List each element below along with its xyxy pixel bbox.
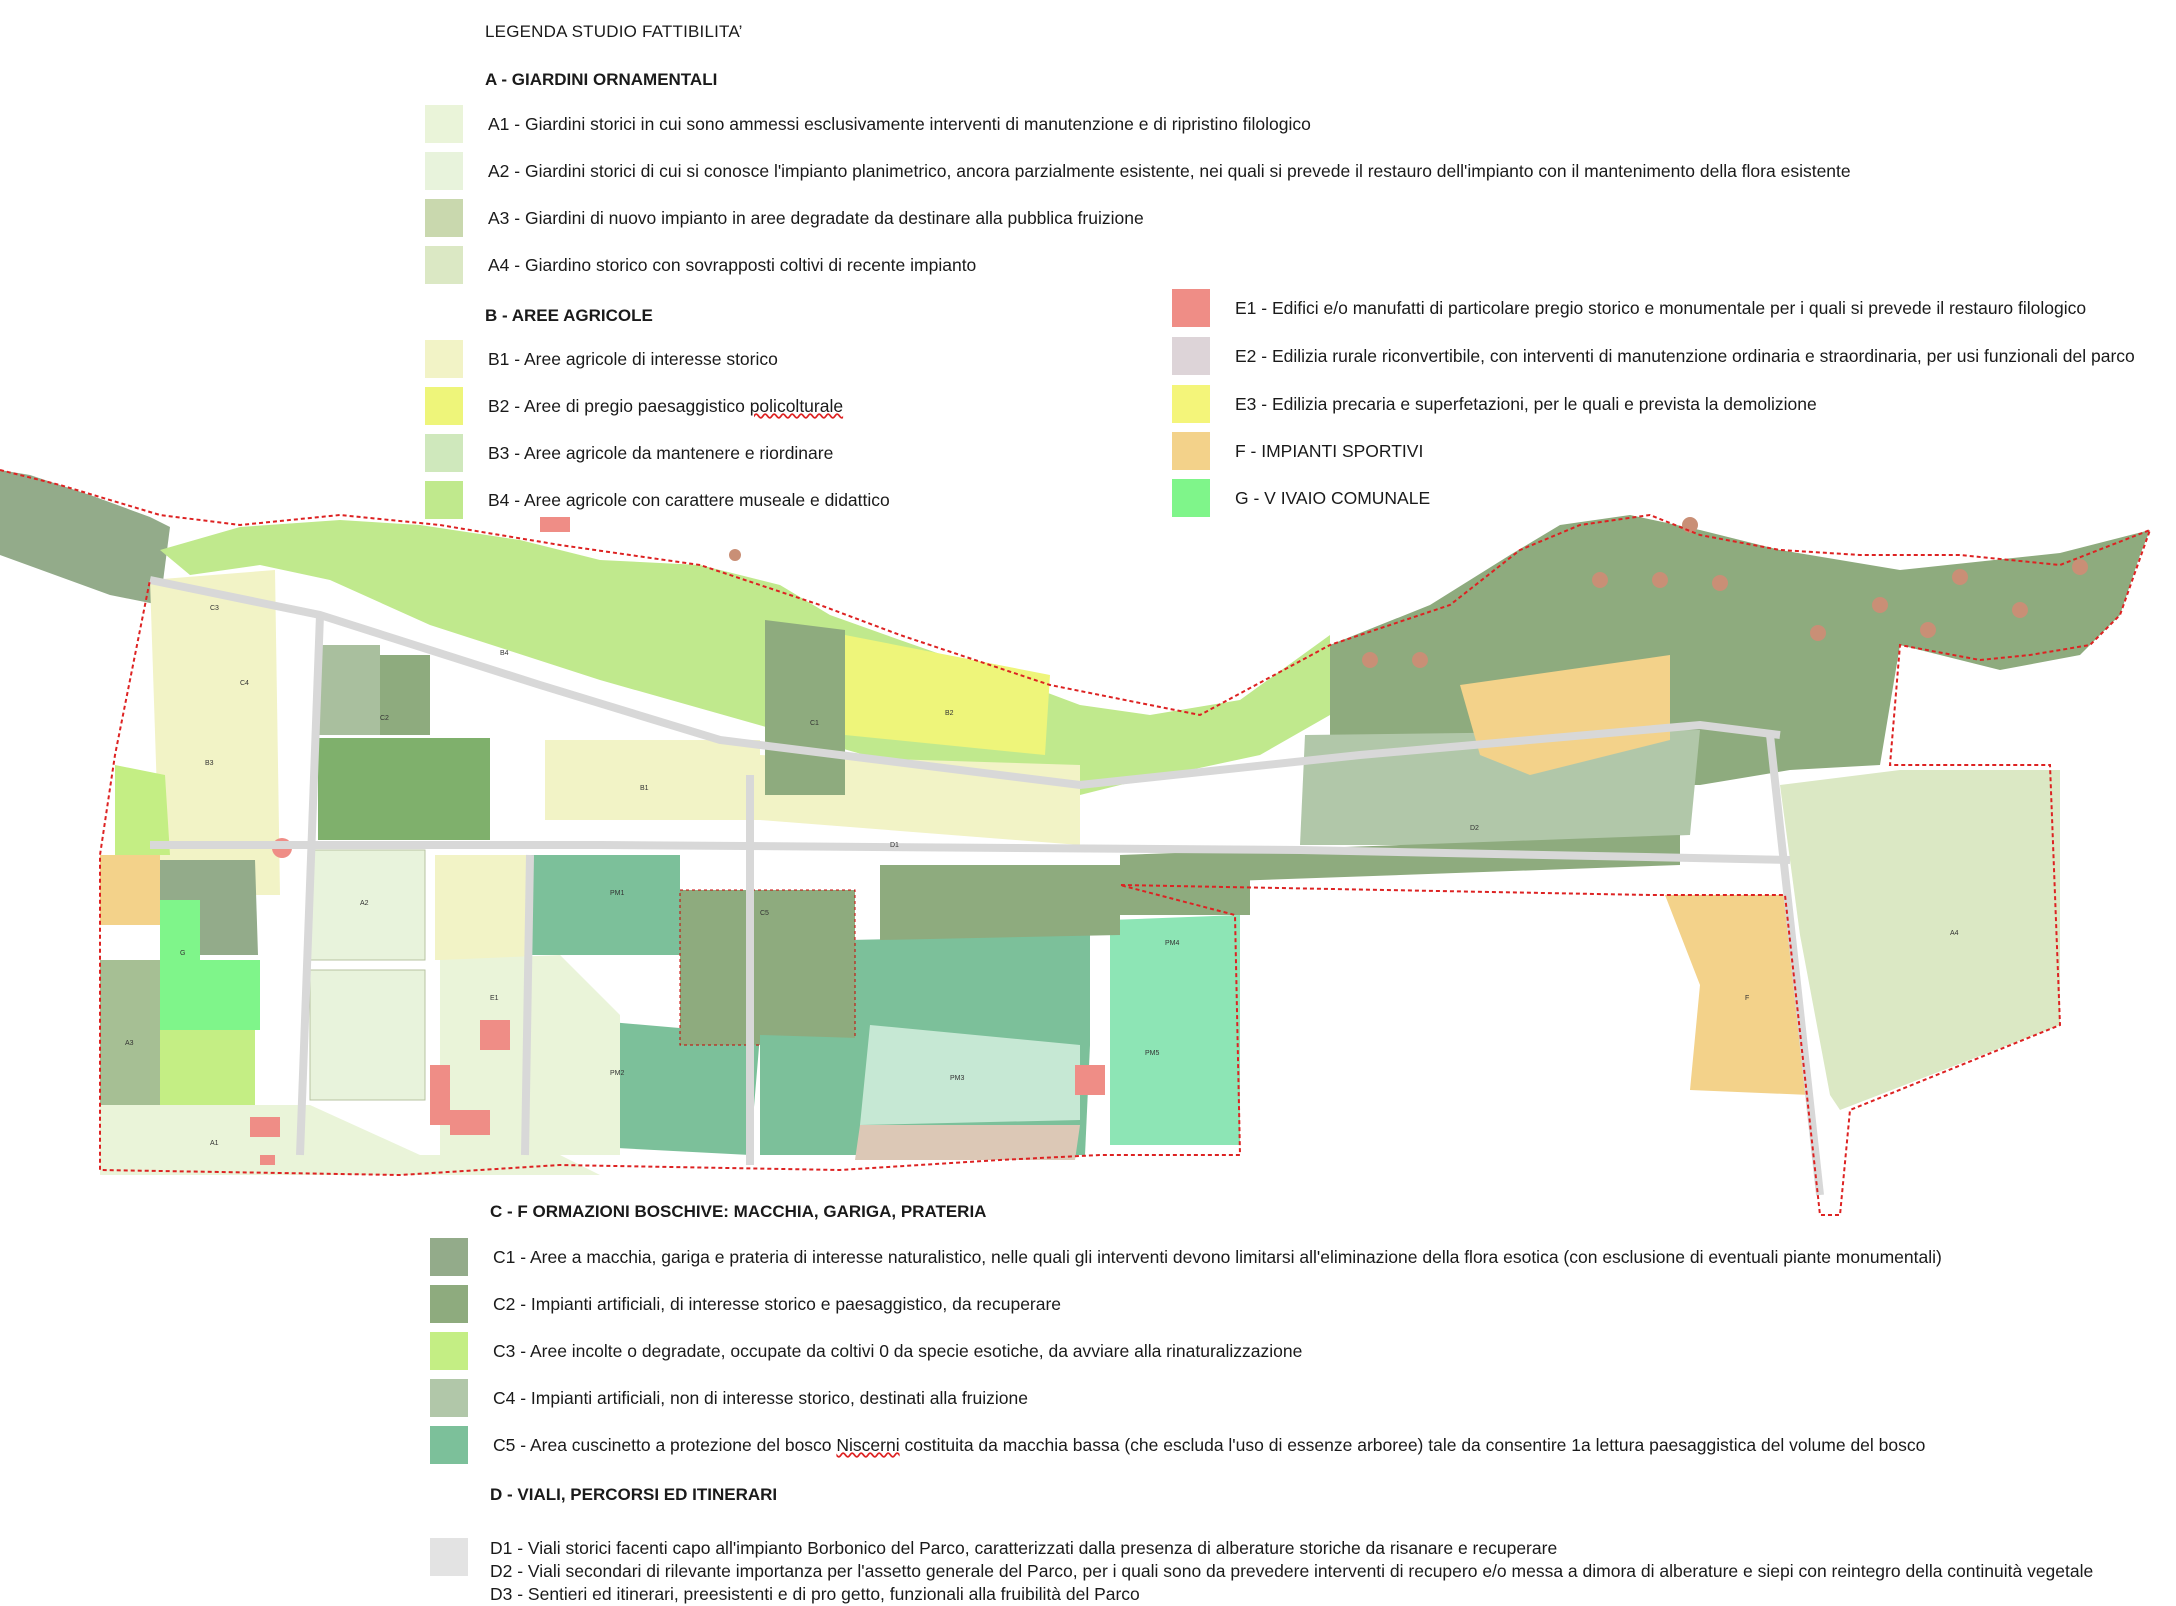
legend-label-a4: A4 - Giardino storico con sovrapposti coltivi di recente impianto xyxy=(488,254,977,275)
zone-c1-right-2 xyxy=(1120,865,1250,915)
map-label: PM4 xyxy=(1165,940,1180,947)
map-label: B1 xyxy=(640,785,649,792)
map-label: PM2 xyxy=(610,1070,625,1077)
swatch-a4 xyxy=(425,246,463,284)
map-label: B2 xyxy=(945,710,954,717)
legend-label-a1: A1 - Giardini storici in cui sono ammessi esclusivamente interventi di manutenzione e di ripristino filologico xyxy=(488,113,1311,134)
map-label: C4 xyxy=(240,680,249,687)
map-label: B4 xyxy=(500,650,509,657)
legend-label-d3: D3 - Sentieri ed itinerari, preesistenti e di pro getto, funzionali alla fruibilità del Parco xyxy=(490,1584,1140,1604)
zone-e2-strip xyxy=(855,1125,1080,1160)
zone-a3-west xyxy=(100,960,160,1105)
map-label: PM5 xyxy=(1145,1050,1160,1057)
legend-item-e3 xyxy=(1172,385,1817,423)
legend-d-lines xyxy=(490,1537,2093,1606)
swatch-b1 xyxy=(425,340,463,378)
swatch-c2 xyxy=(430,1285,468,1323)
swatch-a1 xyxy=(425,105,463,143)
legend-item-c4 xyxy=(430,1379,1028,1417)
legend-label-c5: C5 - Area cuscinetto a protezione del bosco Niscerni costituita da macchia bassa (che escluda l'uso di essenze arboree) tale da consentire 1a lettura paesaggistica del volume del bosco xyxy=(493,1434,1926,1455)
legend-label-b4: B4 - Aree agricole con carattere museale e didattico xyxy=(488,489,890,510)
legend-item-b1 xyxy=(425,340,778,378)
legend-item-a1 xyxy=(425,105,1311,143)
map-label: G xyxy=(180,950,186,957)
legend-item-a3 xyxy=(425,199,1144,237)
swatch-d xyxy=(430,1538,468,1576)
zone-b1-small xyxy=(435,855,530,960)
map-label: F xyxy=(1745,995,1750,1002)
zone-c5-far xyxy=(1110,915,1240,1145)
legend-item-c3 xyxy=(430,1332,1302,1370)
legend-item-a2 xyxy=(425,152,1851,190)
zone-b2 xyxy=(845,635,1050,755)
zone-c1-right xyxy=(880,865,1120,940)
swatch-c4 xyxy=(430,1379,468,1417)
legend-label-e1: E1 - Edifici e/o manufatti di particolare pregio storico e monumentale per i quali si prevede il restauro filologico xyxy=(1235,297,2087,318)
zone-a4-east xyxy=(1780,770,2060,1110)
swatch-b2 xyxy=(425,387,463,425)
legend-label-d1: D1 - Viali storici facenti capo all'impianto Borbonico del Parco, caratterizzati dalla presenza di alberature storiche da risanare e recuperare xyxy=(490,1538,1558,1558)
map-label: C1 xyxy=(810,720,819,727)
legend-item-c5 xyxy=(430,1426,1925,1464)
zone-f-west xyxy=(100,855,160,925)
legend-item-c2 xyxy=(430,1285,1061,1323)
zone-c1-block xyxy=(765,620,845,795)
map-label: B3 xyxy=(205,760,214,767)
section-c-heading: C - F ORMAZIONI BOSCHIVE: MACCHIA, GARIGA, PRATERIA xyxy=(490,1202,987,1221)
swatch-c5 xyxy=(430,1426,468,1464)
legend-title: LEGENDA STUDIO FATTIBILITA’ xyxy=(485,22,743,41)
legend-item-b2 xyxy=(425,387,843,425)
zone-a2-garden-2 xyxy=(310,970,425,1100)
map-label: D2 xyxy=(1470,825,1479,832)
swatch-a2 xyxy=(425,152,463,190)
map-label: C3 xyxy=(210,605,219,612)
section-a-heading: A - GIARDINI ORNAMENTALI xyxy=(485,70,718,89)
swatch-e3 xyxy=(1172,385,1210,423)
legend-label-a3: A3 - Giardini di nuovo impianto in aree degradate da destinare alla pubblica fruizione xyxy=(488,207,1144,228)
map-label: A3 xyxy=(125,1040,134,1047)
zone-c2-centre xyxy=(318,738,490,840)
swatch-e1 xyxy=(1172,289,1210,327)
legend-label-b2: B2 - Aree di pregio paesaggistico policolturale xyxy=(488,395,844,416)
park-map xyxy=(0,455,2176,1225)
legend-item-e1 xyxy=(1172,289,2086,327)
map-label: A4 xyxy=(1950,930,1959,937)
map-label: PM3 xyxy=(950,1075,965,1082)
legend-label-c4: C4 - Impianti artificiali, non di interesse storico, destinati alla fruizione xyxy=(493,1387,1028,1408)
swatch-a3 xyxy=(425,199,463,237)
legend-label-b3: B3 - Aree agricole da mantenere e riordinare xyxy=(488,442,834,463)
legend-label-b1: B1 - Aree agricole di interesse storico xyxy=(488,348,778,369)
map-label: A1 xyxy=(210,1140,219,1147)
zone-c2-north xyxy=(380,655,430,735)
legend-label-c2: C2 - Impianti artificiali, di interesse storico e paesaggistico, da recuperare xyxy=(493,1293,1062,1314)
legend-label-e3: E3 - Edilizia precaria e superfetazioni, per le quali e prevista la demolizione xyxy=(1235,393,1817,414)
zone-c5-north xyxy=(530,855,680,955)
legend-label-c3: C3 - Aree incolte o degradate, occupate da coltivi 0 da specie esotiche, da avviare alla rinaturalizzazione xyxy=(493,1340,1303,1361)
swatch-c3 xyxy=(430,1332,468,1370)
section-b-heading: B - AREE AGRICOLE xyxy=(485,306,653,325)
legend-label-g: G - V IVAIO COMUNALE xyxy=(1235,487,1431,508)
map-label: C5 xyxy=(760,910,769,917)
zone-c1-west xyxy=(0,470,170,605)
swatch-c1 xyxy=(430,1238,468,1276)
map-label: E1 xyxy=(490,995,499,1002)
zone-c1-centre xyxy=(318,645,380,735)
legend-item-a4 xyxy=(425,246,976,284)
map-label: PM1 xyxy=(610,890,625,897)
legend-item-e2 xyxy=(1172,337,2135,375)
zone-b1-centre xyxy=(545,740,760,820)
map-label: D1 xyxy=(890,842,899,849)
swatch-e2 xyxy=(1172,337,1210,375)
map-label: C2 xyxy=(380,715,389,722)
legend-label-d2: D2 - Viali secondari di rilevante importanza per l'assetto generale del Parco, per i quali sono da prevedere interventi di recupero e/o messa a dimora di alberature e siepi con reintegro della continuità vegetale xyxy=(490,1561,2094,1581)
zone-c3-small xyxy=(160,1030,255,1105)
legend-label-e2: E2 - Edilizia rurale riconvertibile, con interventi di manutenzione ordinaria e straordinaria, per usi funzionali del parco xyxy=(1235,345,2135,366)
map-label: A2 xyxy=(360,900,369,907)
section-d-heading: D - VIALI, PERCORSI ED ITINERARI xyxy=(490,1485,778,1504)
legend-label-c1: C1 - Aree a macchia, gariga e prateria di interesse naturalistico, nelle quali gli interventi devono limitarsi all'eliminazione della flora esotica (con esclusione di eventuali piante monumentali) xyxy=(493,1246,1942,1267)
legend-label-a2: A2 - Giardini storici di cui si conosce l'impianto planimetrico, ancora parzialmente esistente, nei quali si prevede il restauro dell'impianto con il mantenimento della flora esistente xyxy=(488,160,1851,181)
legend-label-f: F - IMPIANTI SPORTIVI xyxy=(1235,440,1424,461)
legend-item-c1 xyxy=(430,1238,1942,1276)
zone-g-nursery-2 xyxy=(160,960,260,1030)
